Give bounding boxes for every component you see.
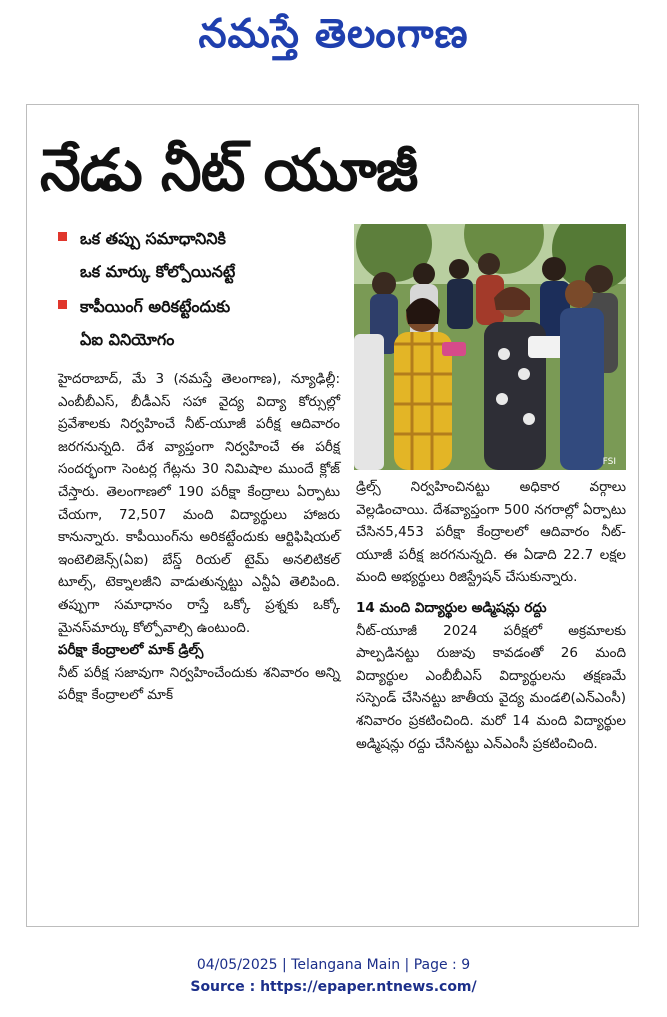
source-link[interactable]: Source : https://epaper.ntnews.com/ bbox=[190, 979, 477, 995]
article-column-left bbox=[58, 368, 340, 707]
highlight-line: ఏఐ వినియోగం bbox=[80, 330, 175, 349]
article-paragraph: డ్రిల్స్ నిర్వహించినట్టు అధికార వర్గాలు వెల్లడించాయి. దేశవ్యాప్తంగా 500 నగరాల్లో ఏర్పాటు చేసిన5,453 పరీక్షా కేంద్రాలలో ఆదివారం నీట్-యూజీ పరీక్ష జరగనున్నది. ఈ ఏడాది 22.7 లక్షల మంది అభ్యర్థులు రిజిస్ట్రేషన్ చేసుకున్నారు. bbox=[356, 479, 626, 586]
photo-credit: FSI bbox=[602, 457, 616, 467]
bullet-square-icon bbox=[58, 232, 67, 241]
masthead-title: నమస్తే తెలంగాణ bbox=[198, 11, 469, 57]
highlight-line: ఒక మార్కు కోల్పోయినట్టే bbox=[80, 262, 236, 281]
article-paragraph: నీట్-యూజీ 2024 పరీక్షలో అక్రమాలకు పాల్పడినట్టు రుజువు కావడంతో 26 మంది విద్యార్థుల ఎంబీబీఎస్ విద్యార్థులను తక్షణమే సస్పెండ్ చేసినట్టు జాతీయ వైద్య మండలి(ఎన్ఎంసీ) శనివారం ప్రకటించింది. మరో 14 మంది విద్యార్థుల అడ్మిషన్లు రద్దు చేసినట్టు ఎన్ఎంసీ ప్రకటించింది. bbox=[356, 622, 626, 752]
article-subhead: పరీక్షా కేంద్రాలలో మాక్ డ్రిల్స్ bbox=[58, 642, 204, 659]
article-column-right bbox=[356, 476, 626, 755]
highlight-item bbox=[58, 222, 348, 288]
masthead bbox=[0, 4, 667, 74]
news-photo bbox=[354, 224, 626, 470]
page-footer bbox=[0, 954, 667, 998]
article-paragraph: నీట్ పరీక్ష సజావుగా నిర్వహించేందుకు శనివారం అన్ని పరీక్షా కేంద్రాలలో మాక్ bbox=[58, 664, 340, 704]
edition-info: 04/05/2025 | Telangana Main | Page : 9 bbox=[196, 957, 471, 973]
highlight-line: కాపీయింగ్ అరికట్టేందుకు bbox=[80, 297, 231, 316]
article-headline: నేడు నీట్ యూజీ bbox=[40, 136, 418, 204]
bullet-square-icon bbox=[58, 300, 67, 309]
highlights bbox=[58, 222, 348, 358]
highlight-line: ఒక తప్పు సమాధానినికి bbox=[80, 229, 226, 248]
article-subhead: 14 మంది విద్యార్థుల అడ్మిషన్లు రద్దు bbox=[356, 599, 547, 616]
highlight-item bbox=[58, 290, 348, 356]
article-paragraph: హైదరాబాద్, మే 3 (నమస్తే తెలంగాణ), న్యూఢిల్లీ: ఎంబీబీఎస్, బీడీఎస్ సహా వైద్య విద్యా కోర్సుల్లో ప్రవేశాలకు నిర్వహించే నీట్-యూజీ పరీక్ష ఆదివారం జరగనున్నది. దేశ వ్యాప్తంగా నిర్వహించే ఈ పరీక్ష సందర్భంగా సెంటర్ల గేట్లను 30 నిమిషాల ముందే క్లోజ్ చేస్తారు. తెలంగాణలో 190 పరీక్షా కేంద్రాలు ఏర్పాటు చేయగా, 72,507 మంది విద్యార్థులు హాజరు కానున్నారు. కాపీయింగ్‌ను అరికట్టేందుకు ఆర్టిఫిషియల్ ఇంటెలిజెన్స్(ఏఐ) బేస్డ్ రియల్ టైమ్ అనలిటికల్ టూల్స్, టెక్నాలజీని వాడుతున్నట్టు ఎన్టీఏ తెలిపింది. తప్పుగా సమాధానం రాస్తే ఒక్కో ప్రశ్నకు ఒక్కో మైనస్‌మార్కు కోల్పోవాల్సి ఉంటుంది. bbox=[58, 371, 340, 636]
